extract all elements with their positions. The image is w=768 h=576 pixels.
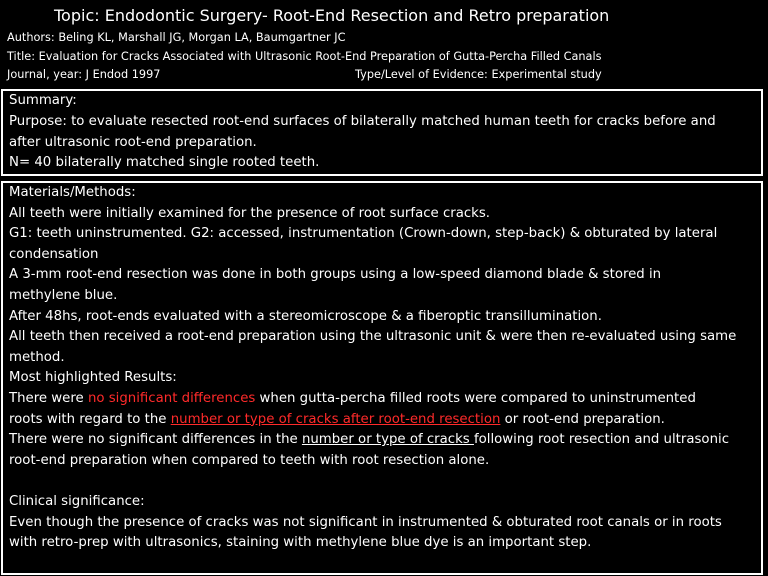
results-text: There were <box>9 390 88 406</box>
highlight-red-underlined-text: number or type of cracks after root-end resection <box>170 411 501 427</box>
evidence-level-line: Type/Level of Evidence: Experimental study <box>355 68 602 81</box>
underlined-text: number or type of cracks <box>301 432 474 448</box>
methods-line: All teeth were initially examined for the presence of root surface cracks. <box>9 205 491 221</box>
article-title-line: Title: Evaluation for Cracks Associated with Ultrasonic Root-End Preparation of Gutta-Percha Filled Canals <box>7 50 602 63</box>
slide-header <box>0 0 768 88</box>
results-text: roots with regard to the <box>9 411 171 427</box>
clinical-line: Even though the presence of cracks was not significant in instrumented & obturated root canals or in roots <box>9 514 722 530</box>
results-line <box>9 410 755 431</box>
results-text: or root-end preparation. <box>500 411 665 427</box>
methods-line: G1: teeth uninstrumented. G2: accessed, instrumentation (Crown-down, step-back) & obturated by lateral <box>9 226 718 242</box>
clinical-heading: Clinical significance: <box>9 493 145 509</box>
methods-line: After 48hs, root-ends evaluated with a stereomicroscope & a fiberoptic transillumination. <box>9 308 602 324</box>
purpose-line-2: after ultrasonic root-end preparation. <box>9 134 257 150</box>
spacer <box>9 471 755 492</box>
results-text: following root resection and ultrasonic <box>473 432 730 448</box>
results-line <box>9 430 755 451</box>
authors-line: Authors: Beling KL, Marshall JG, Morgan LA, Baumgartner JC <box>7 31 346 44</box>
methods-heading: Materials/Methods: <box>9 185 136 200</box>
highlight-red-text: no significant differences <box>87 390 256 406</box>
methods-line: A 3-mm root-end resection was done in both groups using a low-speed diamond blade & stored in <box>9 267 662 283</box>
sample-size-line: N= 40 bilaterally matched single rooted teeth. <box>9 155 320 171</box>
methods-line: condensation <box>9 246 99 262</box>
results-heading: Most highlighted Results: <box>9 370 177 386</box>
summary-box <box>1 89 763 176</box>
methods-line: methylene blue. <box>9 287 118 303</box>
clinical-line: with retro-prep with ultrasonics, staining with methylene blue dye is an important step. <box>9 535 592 551</box>
methods-line: All teeth then received a root-end preparation using the ultrasonic unit & were then re-evaluated using same <box>9 329 737 345</box>
results-text: There were no significant differences in the <box>9 432 302 448</box>
summary-heading: Summary: <box>9 93 77 108</box>
methods-results-box <box>1 181 763 575</box>
journal-line: Journal, year: J Endod 1997 <box>7 68 161 81</box>
slide-topic: Topic: Endodontic Surgery- Root-End Resection and Retro preparation <box>54 6 610 25</box>
results-text: when gutta-percha filled roots were compared to uninstrumented <box>255 390 696 406</box>
results-line <box>9 389 755 410</box>
methods-line: method. <box>9 349 65 365</box>
results-line: root-end preparation when compared to teeth with root resection alone. <box>9 452 490 468</box>
purpose-line-1: Purpose: to evaluate resected root-end surfaces of bilaterally matched human teeth for cracks before and <box>9 113 716 129</box>
